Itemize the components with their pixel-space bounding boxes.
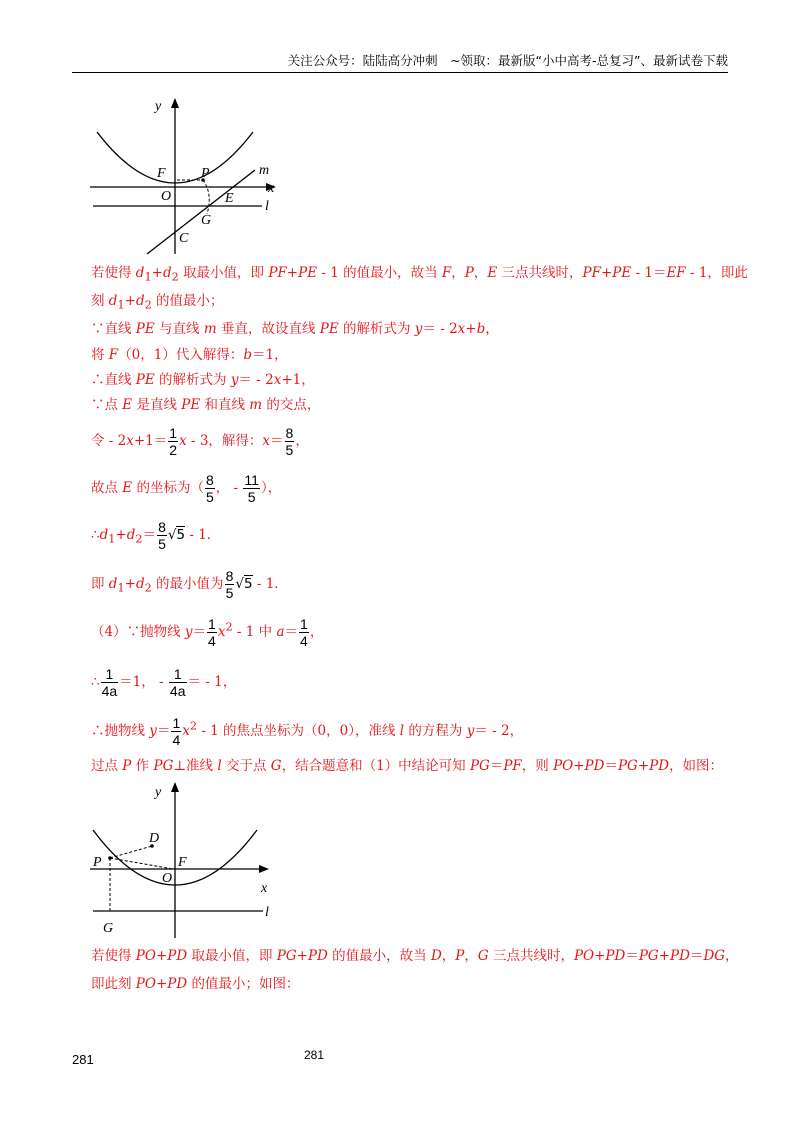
fig1-label-P: P [201,166,210,181]
fig2-label-G: G [103,921,114,936]
fig1-label-x: x [268,181,275,196]
fig2-label-P: P [93,855,102,870]
fig1-label-l: l [265,199,269,214]
text-line-15: 若使得 PO+PD 取最小值，即 PG+PD 的值最小，故当 D，P，G 三点共线时，PO+PD＝PG+PD＝DG， [91,948,739,964]
text-line-13: ∴抛物线 y＝ $\frac{1}{4}$ $x^2 - 1$ 的焦点坐标为（0，0），准线 l 的方程为 y＝ - 2， [91,715,524,748]
text-line-1: 若使得 $d_1+d_2$ 取最小值，即 PF+PE - 1 的值最小，故当 F，P，E 三点共线时，PF+PE - 1＝EF - 1，即此 [91,265,748,284]
fraction-one-quarter: $\frac{1}{4}$ [208,616,216,649]
text-line-3: ∵直线 PE 与直线 m 垂直，故设直线 PE 的解析式为 y＝ - 2x+b， [91,321,499,337]
fig2-label-F: F [178,855,187,870]
text-line-14: 过点 P 作 PG⊥准线 l 交于点 G，结合题意和（1）中结论可知 PG＝PF，则 PO+PD＝PG+PD，如图： [91,758,724,774]
text-line-9: $\therefore d_1+d_2=$ $\frac{8}{5}$ √5 - 1． [91,519,221,552]
text-line-10: 即 $d_1+d_2$ 的最小值为 $\frac{8}{5}$ √5 - 1． [91,568,288,601]
fraction-one-over-4a: $\frac{1}{4a}$ [101,666,118,699]
figure-parabola-points-DPG [85,780,285,940]
text-line-12: ∴ $\frac{1}{4a}$ ＝1， - $\frac{1}{4a}$ ＝ - 1， [91,666,237,699]
fig1-label-E: E [225,191,234,206]
page-header: 关注公众号：陆陆高分冲刺 ~领取：最新版“小中高考-总复习”、最新试卷下载 [72,50,728,73]
fraction-one-over-4a: $\frac{1}{4a}$ [169,666,186,699]
fig2-label-y: y [155,785,162,800]
text-line-7: 令 - 2x+1＝ $\frac{1}{2}$ x - 3，解得：x＝ $\frac{8}{5}$ ， [91,425,309,458]
text-line-11: （4）∵抛物线 y＝ $\frac{1}{4}$ $x^2 - 1$ 中 a＝ $\frac{1}{4}$ ， [91,616,324,649]
fig1-label-O: O [161,189,172,204]
fig1-label-m: m [259,163,270,178]
sqrt-five: √5 [235,576,253,592]
sqrt-five: √5 [167,527,186,543]
fig1-label-C: C [179,231,189,246]
fraction-eleven-fifths: $\frac{11}{5}$ [244,472,259,505]
figure-parabola-line-m [85,96,285,256]
text-line-16: 即此刻 PO+PD 的值最小；如图： [91,976,300,992]
fig2-label-O: O [162,871,173,886]
text-line-2: 刻 $d_1+d_2$ 的值最小； [91,293,224,312]
fig1-label-y: y [155,99,162,114]
text-line-4: 将 F（0，1）代入解得：b＝1， [91,347,288,363]
fig2-label-l: l [265,905,269,920]
fraction-one-quarter: $\frac{1}{4}$ [172,715,181,748]
page-number-left: 281 [72,1052,94,1067]
fraction-eight-fifths: $\frac{8}{5}$ [285,425,294,458]
fig2-label-D: D [149,831,160,846]
text-line-6: ∵点 E 是直线 PE 和直线 m 的交点， [91,397,321,413]
fig1-label-F: F [157,166,166,181]
fig2-label-x: x [261,881,268,896]
fraction-one-quarter: $\frac{1}{4}$ [300,616,308,649]
page-number-center: 281 [304,1048,325,1062]
text-line-5: ∴直线 PE 的解析式为 y＝ - 2x+1， [91,372,315,388]
fraction-one-half: $\frac{1}{2}$ [169,425,178,458]
fraction-eight-fifths: $\frac{8}{5}$ [205,472,214,505]
fraction-eight-fifths: $\frac{8}{5}$ [158,519,166,552]
fig1-label-G: G [201,213,212,228]
text-line-8: 故点 E 的坐标为（ $\frac{8}{5}$ ， - $\frac{11}{5}$ ）， [91,472,282,505]
fraction-eight-fifths: $\frac{8}{5}$ [225,568,234,601]
